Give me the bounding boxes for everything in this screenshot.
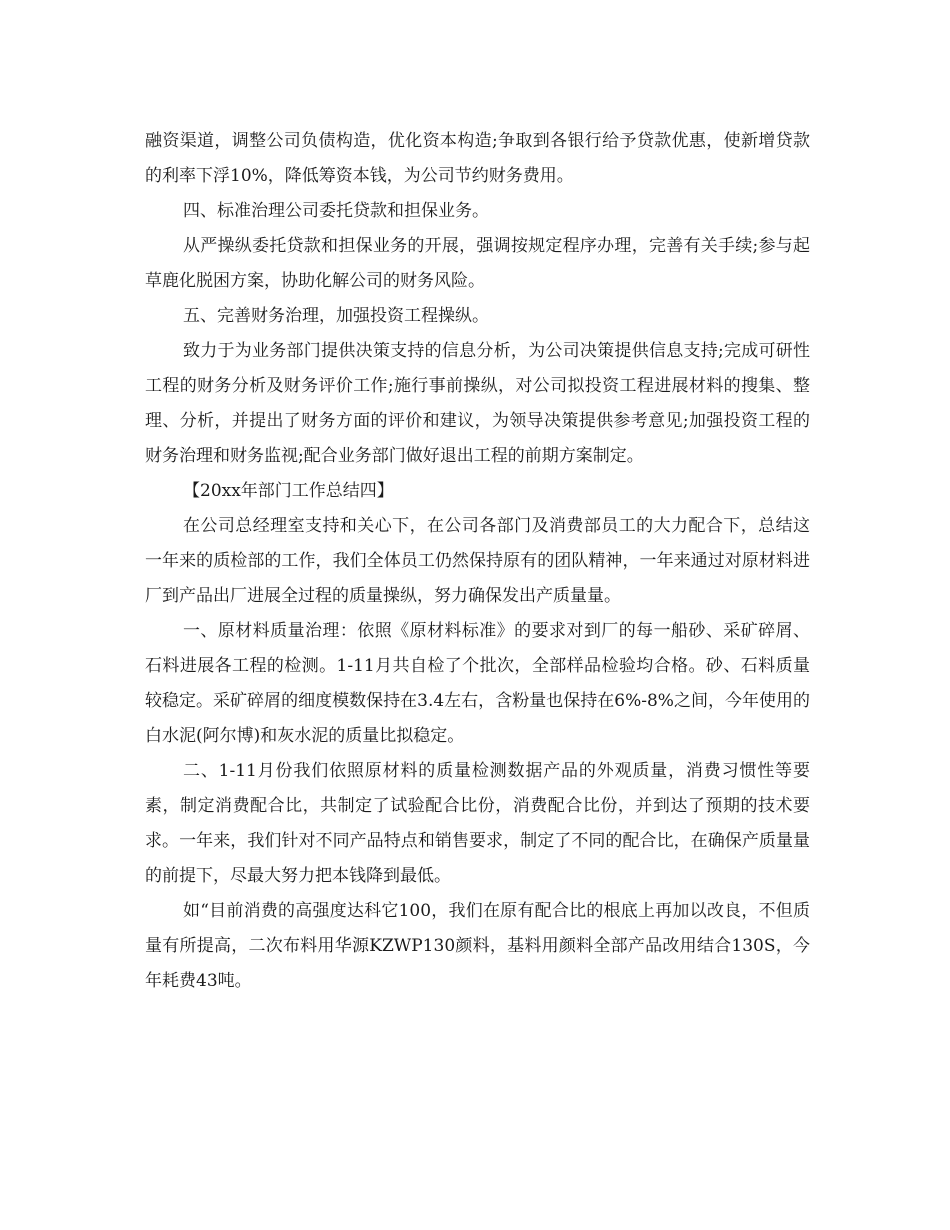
paragraph-financial-management: 致力于为业务部门提供决策支持的信息分析，为公司决策提供信息支持;完成可研性工程的财务分析及财务评价工作;施行事前操纵，对公司拟投资工程进展材料的搜集、整理、分析，并提出了财务方面的评价和建议，为领导决策提供参考意见;加强投资工程的财务治理和财务监视;配合业务部门做好退出工程的前期方案制定。 bbox=[145, 341, 810, 466]
paragraph-quality-intro: 在公司总经理室支持和关心下，在公司各部门及消费部员工的大力配合下，总结这一年来的质检部的工作，我们全体员工仍然保持原有的团队精神，一年来通过对原材料进厂到产品出厂进展全过程的质量操纵，努力确保发出产质量量。 bbox=[145, 516, 810, 606]
paragraph-product-example: 如“目前消费的高强度达科它100，我们在原有配合比的根底上再加以改良，不但质量有所提高，二次布料用华源KZWP130颜料，基料用颜料全部产品改用结合130S，今年耗费43吨。 bbox=[145, 901, 810, 991]
paragraph-mix-design: 二、1-11月份我们依照原材料的质量检测数据产品的外观质量，消费习惯性等要素，制定消费配合比，共制定了试验配合比份，消费配合比份，并到达了预期的技术要求。一年来，我们针对不同产品特点和销售要求，制定了不同的配合比，在确保产质量量的前提下，尽最大努力把本钱降到最低。 bbox=[145, 761, 810, 886]
document-body bbox=[145, 124, 810, 999]
paragraph-entrusted-loans: 从严操纵委托贷款和担保业务的开展，强调按规定程序办理，完善有关手续;参与起草鹿化脱困方案，协助化解公司的财务风险。 bbox=[145, 236, 810, 291]
paragraph-financing-channels: 融资渠道，调整公司负债构造，优化资本构造;争取到各银行给予贷款优惠，使新增贷款的利率下浮10%，降低筹资本钱，为公司节约财务费用。 bbox=[145, 131, 810, 186]
paragraph-raw-material-quality: 一、原材料质量治理：依照《原材料标准》的要求对到厂的每一船砂、采矿碎屑、石料进展各工程的检测。1-11月共自检了个批次，全部样品检验均合格。砂、石料质量较稳定。采矿碎屑的细度模数保持在3.4左右，含粉量也保持在6%-8%之间，今年使用的白水泥(阿尔博)和灰水泥的质量比拟稳定。 bbox=[145, 621, 810, 746]
section-title-summary-four: 【20xx年部门工作总结四】 bbox=[183, 481, 394, 501]
section-heading-financial-management: 五、完善财务治理，加强投资工程操纵。 bbox=[183, 306, 489, 326]
section-heading-entrusted-loans: 四、标准治理公司委托贷款和担保业务。 bbox=[183, 201, 489, 221]
